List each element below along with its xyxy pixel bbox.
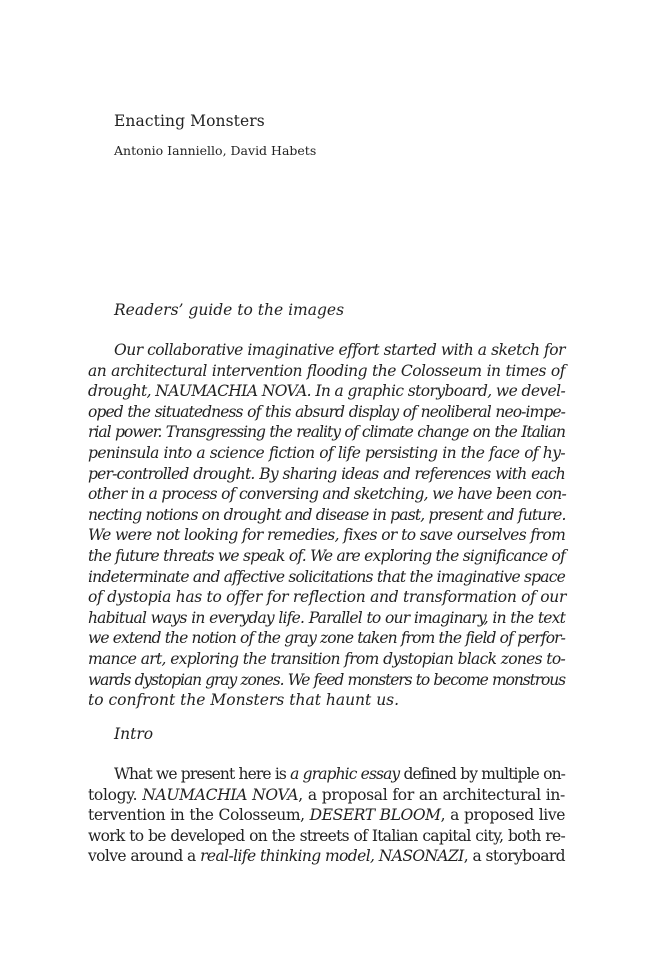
paragraph-line: of dystopia has to offer for reflection and transformation of our <box>88 588 567 607</box>
paragraph-line: oped the situatedness of this absurd display of neoliberal neo-impe- <box>88 402 565 421</box>
paragraph-line: mance art, exploring the transition from dystopian black zones to- <box>88 649 565 668</box>
paragraph-line: drought, NAUMACHIA NOVA. In a graphic storyboard, we devel- <box>88 382 566 401</box>
paragraph-line: indeterminate and affective solicitations that the imaginative space <box>88 567 565 586</box>
paragraph-line: an architectural intervention flooding the Colosseum in times of <box>88 361 565 380</box>
paragraph-line: What we present here is a graphic essay defined by multiple on- <box>114 765 565 783</box>
paragraph-line: work to be developed on the streets of Italian capital city, both re- <box>88 826 565 845</box>
paragraph-line: peninsula into a science fiction of life persisting in the face of hy- <box>88 443 565 462</box>
readers-guide-heading: Readers’ guide to the images <box>114 301 345 319</box>
paragraph-line: to confront the Monsters that haunt us. <box>88 691 400 710</box>
paragraph-line: other in a process of conversing and sketching, we have been con- <box>88 485 567 504</box>
paragraph-line: necting notions on drought and disease in past, present and future. <box>88 505 566 524</box>
paragraph-line: Our collaborative imaginative effort started with a sketch for <box>114 341 565 359</box>
paragraph-line: tervention in the Colosseum, DESERT BLOOM, a proposed live <box>88 806 565 825</box>
paragraph-line: we extend the notion of the gray zone taken from the field of perfor- <box>88 629 565 648</box>
paragraph-line: volve around a real-life thinking model, NASONAZI, a storyboard <box>88 847 566 866</box>
paragraph-line: rial power. Transgressing the reality of climate change on the Italian <box>88 423 565 442</box>
paragraph-line: tology. NAUMACHIA NOVA, a proposal for an architectural in- <box>88 785 565 804</box>
paragraph-line: per-controlled drought. By sharing ideas and references with each <box>88 464 565 483</box>
paragraph-line: habitual ways in everyday life. Parallel to our imaginary, in the text <box>88 608 565 627</box>
chapter-title: Enacting Monsters <box>114 112 265 130</box>
chapter-authors: Antonio Ianniello, David Habets <box>114 143 317 158</box>
paragraph-line: the future threats we speak of. We are exploring the significance of <box>88 546 565 565</box>
paragraph-line: wards dystopian gray zones. We feed monsters to become monstrous <box>88 670 565 689</box>
readers-guide-paragraph <box>88 340 565 711</box>
paragraph-line: We were not looking for remedies, fixes or to save ourselves from <box>88 526 566 545</box>
intro-heading: Intro <box>114 725 154 743</box>
intro-paragraph <box>88 764 565 867</box>
